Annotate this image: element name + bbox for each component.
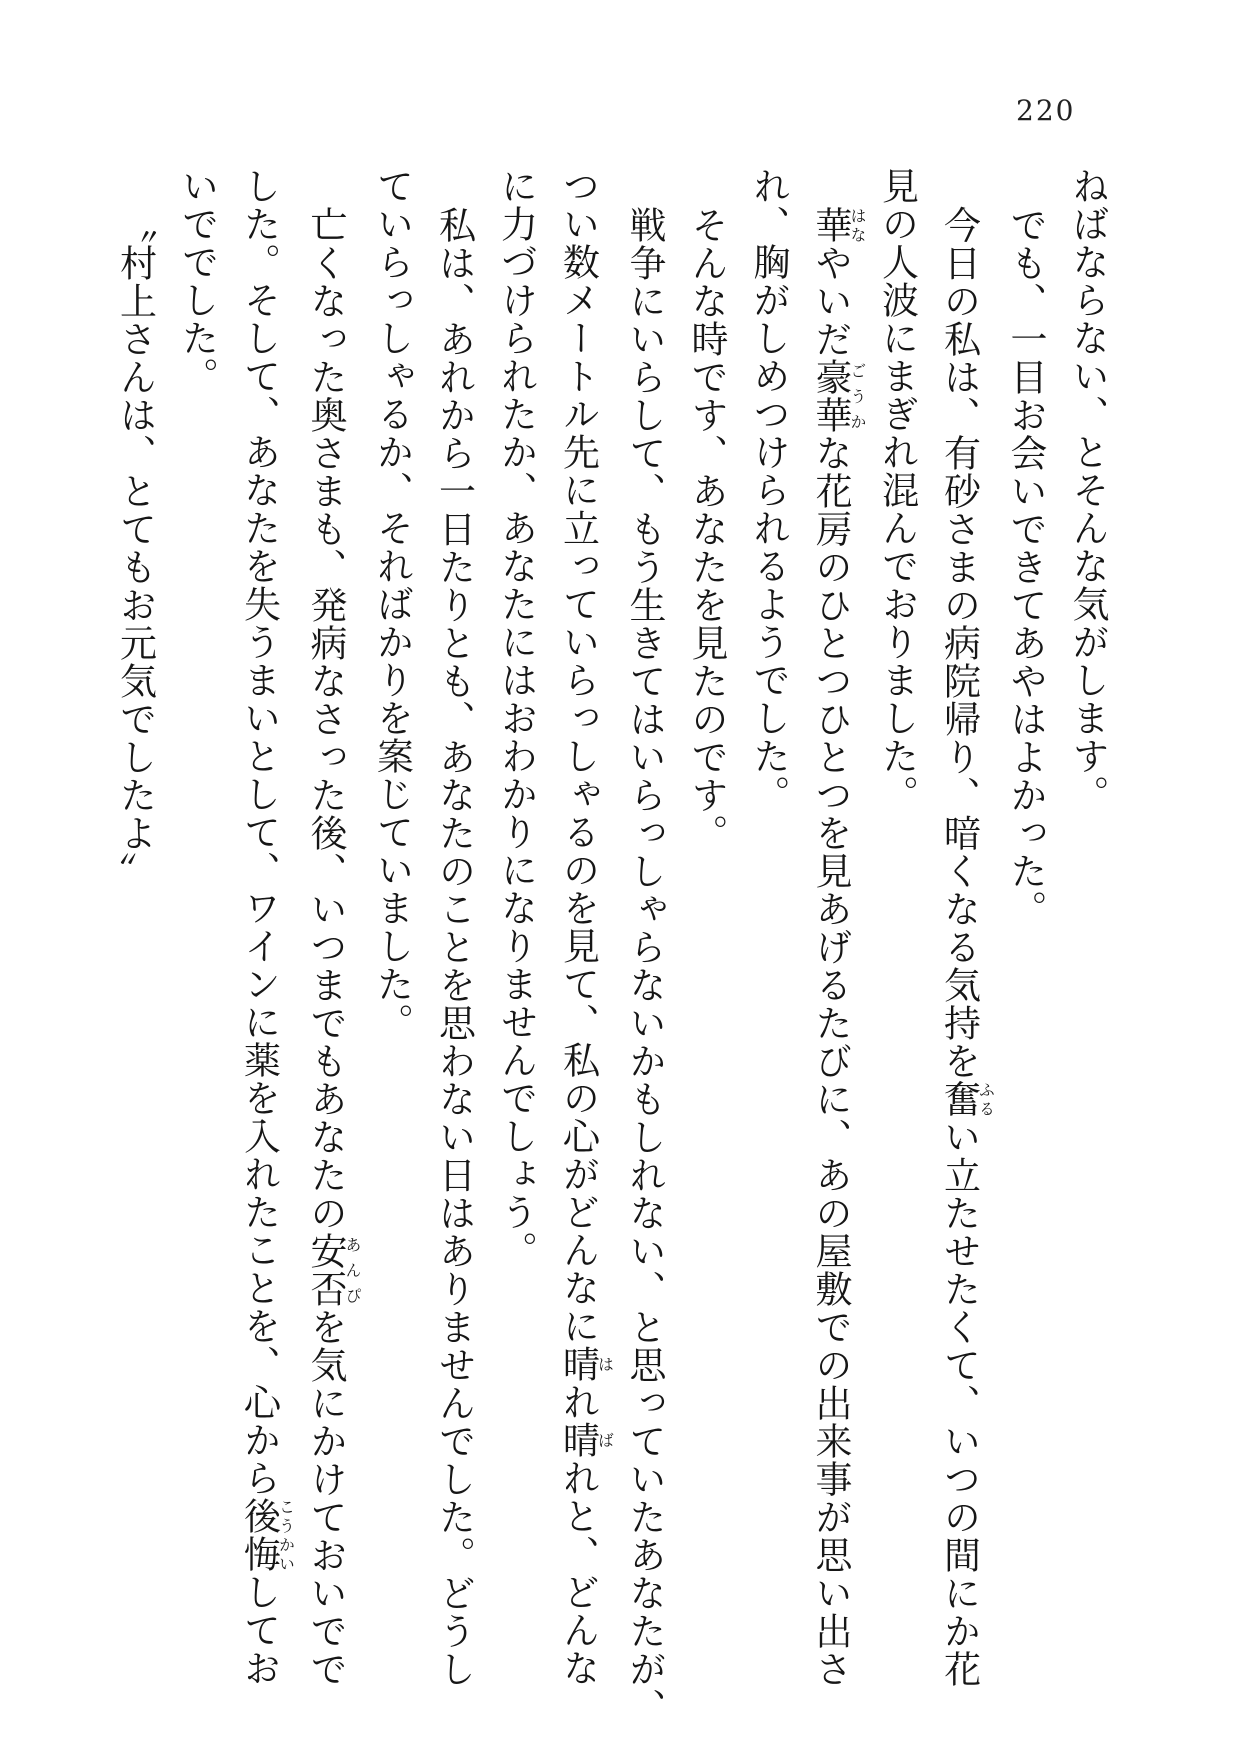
furigana-ruby: 後悔こうかい bbox=[237, 1497, 296, 1573]
text-column: 見の人波にまぎれ混んでおりました。 bbox=[875, 167, 919, 813]
text-column: でも、一目お会いできてあやはよかった。 bbox=[1004, 206, 1047, 928]
text-column: ていらっしゃるか、そればかりを案じていました。 bbox=[370, 167, 414, 1041]
furigana-ruby: 豪華ごうか bbox=[809, 358, 867, 434]
text-column: 亡くなった奥さまも、発病なさった後、いつまでもあなたの安否あんぴを気にかけておいでで bbox=[304, 206, 362, 1688]
text-column: 華はなやいだ豪華ごうかな花房のひとつひとつを見あげるたびに、あの屋敷での出来事が思い出さ bbox=[809, 206, 867, 1688]
furigana-ruby: 安否あんぴ bbox=[304, 1232, 362, 1308]
text-column: 〝村上さんは、とてもお元気でしたよ〟 bbox=[113, 206, 157, 890]
text-column: いででした。 bbox=[175, 167, 219, 395]
text-column: 戦争にいらして、もう生きてはいらっしゃらないかもしれない、と思っていたあなたが、 bbox=[623, 206, 666, 1726]
furigana-ruby: 晴は bbox=[556, 1345, 615, 1383]
furigana-ruby: 晴ば bbox=[556, 1421, 615, 1459]
text-column: 私は、あれから一日たりとも、あなたのことを思わない日はありませんでした。どうし bbox=[432, 206, 476, 1688]
text-column: に力づけられたか、あなたにはおわかりになりませんでしょう。 bbox=[494, 167, 538, 1269]
text-column: 今日の私は、有砂さまの病院帰り、暗くなる気持を奮ふるい立たせたくて、いつの間にか花 bbox=[937, 206, 996, 1688]
text-column: つい数メートル先に立っていらっしゃるのを見て、私の心がどんなに晴はれ晴ばれと、どんな bbox=[556, 167, 615, 1687]
text-column: した。そして、あなたを失うまいとして、ワインに薬を入れたことを、心から後悔こうかいしてお bbox=[237, 167, 296, 1687]
text-column: れ、胸がしめつけられるようでした。 bbox=[747, 167, 790, 813]
body-text bbox=[104, 167, 1119, 1737]
furigana-ruby: 奮ふる bbox=[937, 1080, 996, 1118]
text-column: ねばならない、とそんな気がします。 bbox=[1066, 167, 1109, 813]
page-number: 220 bbox=[1016, 94, 1076, 127]
furigana-ruby: 華はな bbox=[809, 206, 867, 244]
text-column: そんな時です、あなたを見たのです。 bbox=[685, 206, 728, 852]
